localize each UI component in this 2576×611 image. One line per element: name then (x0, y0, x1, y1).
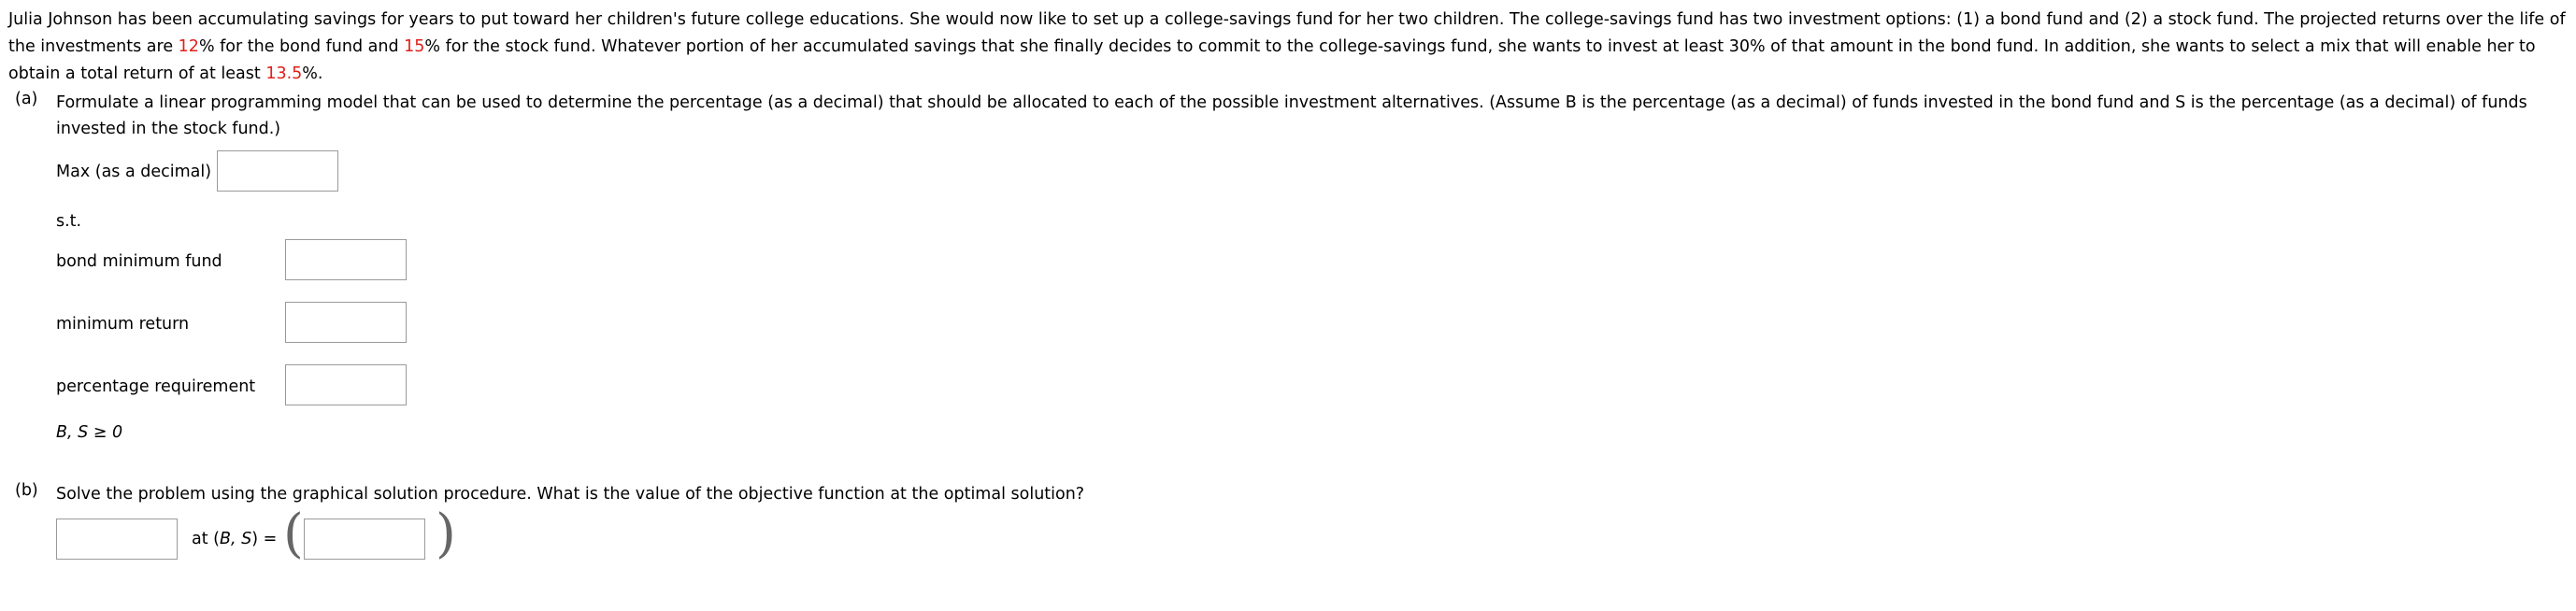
objective-label: Max (as a decimal) (56, 163, 212, 181)
min-total-return-value: 13.5 (265, 64, 303, 83)
part-a-marker: (a) (15, 90, 38, 108)
variables-text: B, S (219, 530, 252, 548)
minimum-return-input[interactable] (285, 302, 407, 343)
objective-function-input[interactable] (217, 150, 338, 192)
intro-text-1: Julia Johnson has been accumulating savings for years to put toward her children's future college educations. She would now like to set up a college-savings fund for her two children. The college-savings fund has two investment options: (1) a bond fund and (2) a stock fund. The projected returns over the life of the investments are (8, 10, 2566, 56)
constraint-label-percentage-requirement: percentage requirement (56, 377, 256, 396)
open-paren: ( (283, 504, 304, 564)
intro-text-2: % for the bond fund and (198, 37, 405, 56)
part-b-prompt: Solve the problem using the graphical solution procedure. What is the value of the objective function at the optimal solution? (56, 485, 1085, 504)
nonnegativity-constraint: B, S ≥ 0 (56, 423, 123, 442)
bond-return-value: 12 (178, 37, 199, 56)
constraint-label-minimum-return: minimum return (56, 315, 190, 334)
part-b-marker: (b) (15, 481, 38, 500)
constraint-label-bond-minimum-fund: bond minimum fund (56, 252, 222, 271)
intro-text-4: %. (302, 64, 323, 83)
optimal-objective-value-input[interactable] (56, 519, 178, 560)
at-text: at ( (192, 530, 220, 548)
intro-text-3: % for the stock fund. Whatever portion of her accumulated savings that she finally decides to commit to the college-savings fund, she wants to invest at least 30% of that amount in the bond fund. In addition, she wants to select a mix that will enable her to obtain a total return of at least (8, 37, 2536, 83)
at-point-label (192, 530, 277, 548)
part-a-prompt: Formulate a linear programming model that can be used to determine the percentage (as a decimal) that should be allocated to each of the possible investment alternatives. (Assume B is the percentage (as a decimal) of funds invested in the bond fund and S is the percentage (as a decimal) of funds invested in the stock fund.) (56, 93, 2527, 138)
bond-minimum-fund-input[interactable] (285, 239, 407, 280)
equals-text: ) = (251, 530, 278, 548)
subject-to-label: s.t. (56, 212, 82, 231)
percentage-requirement-input[interactable] (285, 364, 407, 405)
problem-statement (8, 7, 2569, 88)
stock-return-value: 15 (404, 37, 425, 56)
close-paren: ) (436, 504, 456, 564)
optimal-point-input[interactable] (304, 519, 425, 560)
